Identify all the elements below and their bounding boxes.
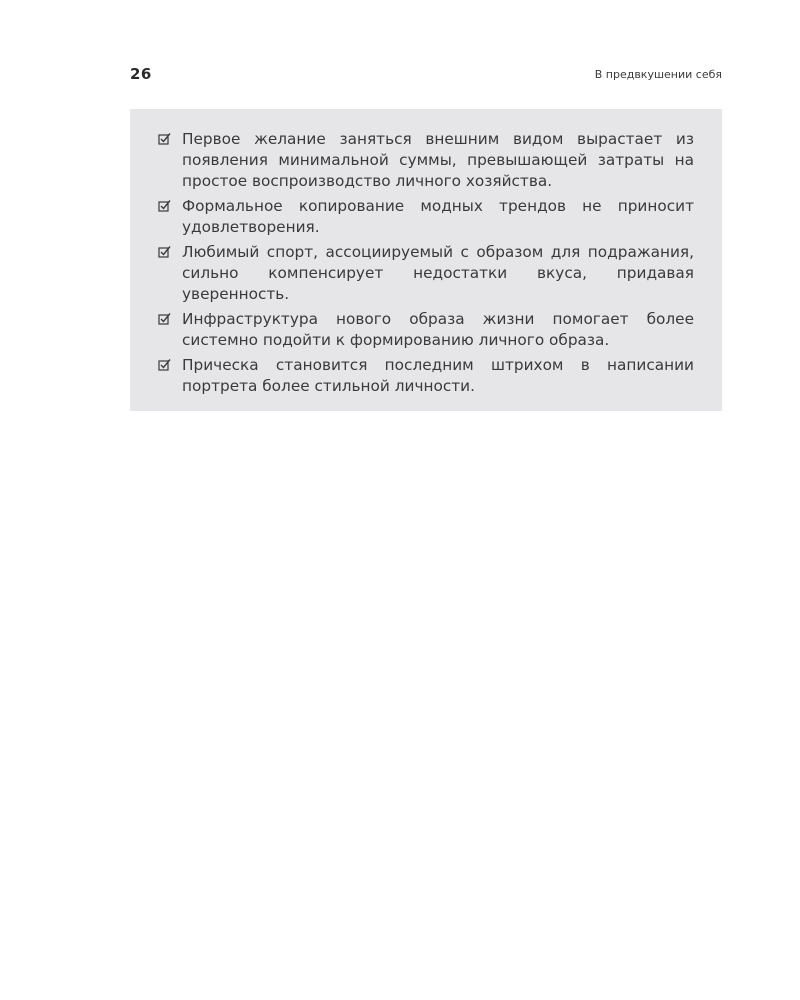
page-number: 26	[130, 65, 152, 83]
checked-box-icon	[158, 245, 172, 259]
checklist-item-5	[158, 355, 694, 397]
checked-box-icon	[158, 312, 172, 326]
checklist-item-text: Прическа становится последним штрихом в написании портрета более стильной личности.	[182, 356, 694, 395]
checklist-item-text: Формальное копирование модных трендов не приносит удовлетворения.	[182, 197, 694, 236]
checked-box-icon	[158, 358, 172, 372]
checklist-item-3	[158, 242, 694, 305]
summary-box	[130, 109, 722, 411]
checked-box-icon	[158, 132, 172, 146]
checklist-item-2	[158, 196, 694, 238]
checklist	[158, 129, 694, 397]
running-head: В предвкушении себя	[594, 67, 722, 81]
checked-box-icon	[158, 199, 172, 213]
checklist-item-text: Инфраструктура нового образа жизни помогает более системно подойти к формированию личного образа.	[182, 310, 694, 349]
checklist-item-4	[158, 309, 694, 351]
page-header	[130, 62, 722, 86]
checklist-item-1	[158, 129, 694, 192]
checklist-item-text: Любимый спорт, ассоциируемый с образом для подражания, сильно компенсирует недостатки вкуса, придавая уверенность.	[182, 243, 694, 303]
checklist-item-text: Первое желание заняться внешним видом вырастает из появления минимальной суммы, превышающей затраты на простое воспроизводство личного хозяйства.	[182, 130, 694, 190]
